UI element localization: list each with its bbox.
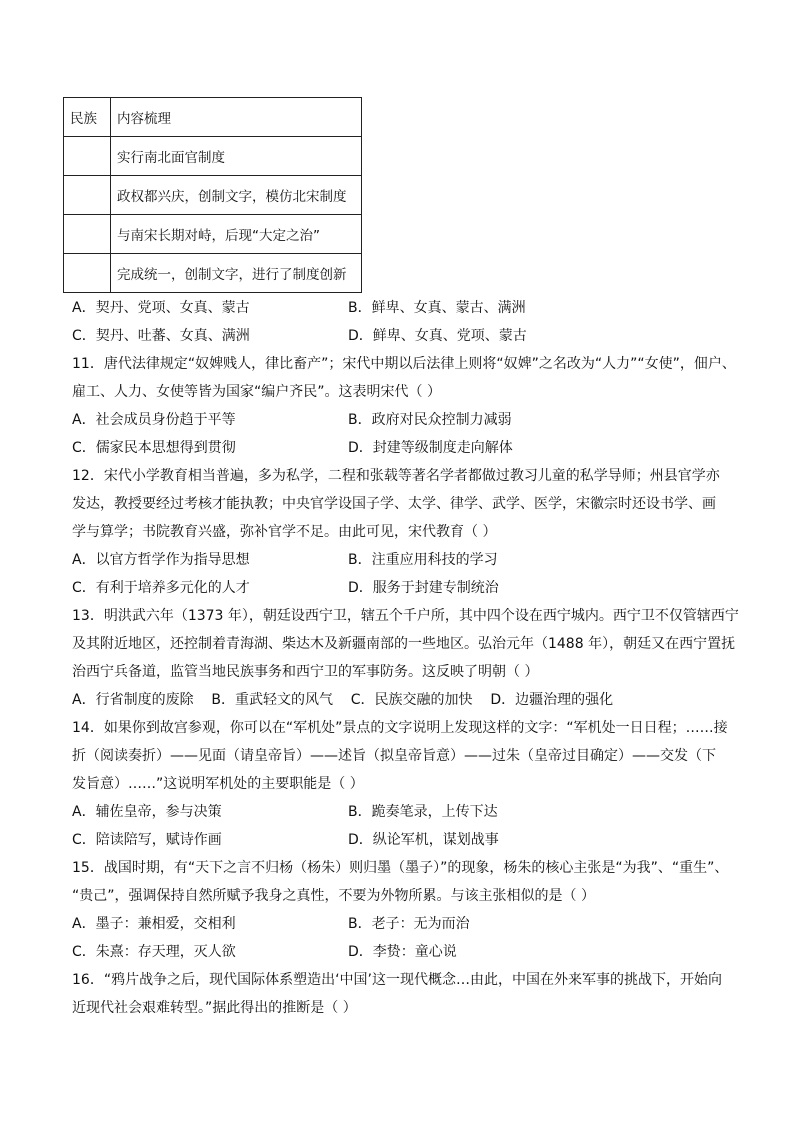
q14-option-c: C．陪读陪写，赋诗作画 — [72, 832, 222, 848]
q13-stem-line: 13．明洪武六年（1373 年），朝廷设西宁卫，辖五个千户所，其中四个设在西宁城内。西宁卫不仅管辖西宁 — [72, 608, 739, 624]
q10-option-a: A．契丹、党项、女真、蒙古 — [72, 300, 250, 316]
q12-option-a: A．以官方哲学作为指导思想 — [72, 552, 250, 568]
q13-stem-line: 治西宁兵备道，监管当地民族事务和西宁卫的军事防务。这反映了明朝（ ） — [72, 664, 539, 680]
q11-option-c: C．儒家民本思想得到贯彻 — [72, 440, 236, 456]
table-header-row — [64, 98, 362, 137]
q12-stem-line: 12．宋代小学教育相当普遍，多为私学，二程和张载等著名学者都做过教习儿童的私学导师；州县官学亦 — [72, 468, 720, 484]
q12-option-c: C．有利于培养多元化的人才 — [72, 580, 250, 596]
q10-option-d: D．鲜卑、女真、党项、蒙古 — [348, 328, 527, 344]
q16-stem-line: 近现代社会艰难转型。”据此得出的推断是（ ） — [72, 1000, 357, 1016]
q11-stem-line: 11．唐代法律规定“奴婢贱人，律比畜产”；宋代中期以后法律上则将“奴婢”之名改为“人力”“女使”，佃户、 — [72, 356, 736, 372]
ethnic-table — [63, 97, 362, 293]
q11-option-a: A．社会成员身份趋于平等 — [72, 412, 236, 428]
table-row — [64, 254, 362, 293]
table-cell: 完成统一，创制文字，进行了制度创新 — [111, 254, 362, 293]
q14-option-b: B．跪奏笔录，上传下达 — [348, 804, 498, 820]
q14-option-a: A．辅佐皇帝，参与决策 — [72, 804, 222, 820]
table-cell — [64, 137, 111, 176]
table-row — [64, 176, 362, 215]
q15-option-a: A．墨子：兼相爱，交相利 — [72, 916, 236, 932]
q13-options: A．行省制度的废除 B．重武轻文的风气 C．民族交融的加快 D．边疆治理的强化 — [72, 692, 614, 708]
q12-option-b: B．注重应用科技的学习 — [348, 552, 498, 568]
q11-option-d: D．封建等级制度走向解体 — [348, 440, 513, 456]
q15-option-d: D．李贽：童心说 — [348, 944, 457, 960]
table-header-cell: 民族 — [64, 98, 111, 137]
table-row — [64, 137, 362, 176]
q15-stem-line: 15．战国时期，有“天下之言不归杨（杨朱）则归墨（墨子）”的现象，杨朱的核心主张是“为我”、“重生”、 — [72, 860, 729, 876]
q14-stem-line: 14．如果你到故宫参观，你可以在“军机处”景点的文字说明上发现这样的文字：“军机处一日日程；……接 — [72, 720, 728, 736]
q10-option-b: B．鲜卑、女真、蒙古、满洲 — [348, 300, 526, 316]
q10-option-c: C．契丹、吐蕃、女真、满洲 — [72, 328, 250, 344]
q15-stem-line: “贵己”，强调保持自然所赋予我身之真性，不要为外物所累。与该主张相似的是（ ） — [72, 888, 595, 904]
table-header-cell: 内容梳理 — [111, 98, 362, 137]
table-cell — [64, 215, 111, 254]
q16-stem-line: 16．“鸦片战争之后，现代国际体系塑造出‘中国’这一现代概念…由此，中国在外来军事的挑战下，开始向 — [72, 972, 722, 988]
q15-option-c: C．朱熹：存天理，灭人欲 — [72, 944, 236, 960]
q12-stem-line: 学与算学；书院教育兴盛，弥补官学不足。由此可见，宋代教育（ ） — [72, 524, 497, 540]
q12-stem-line: 发达，教授要经过考核才能执教；中央官学设国子学、太学、律学、武学、医学，宋徽宗时还设书学、画 — [72, 496, 716, 512]
table-row — [64, 215, 362, 254]
table-cell: 政权都兴庆，创制文字，模仿北宋制度 — [111, 176, 362, 215]
table-cell: 实行南北面官制度 — [111, 137, 362, 176]
q13-stem-line: 及其附近地区，还控制着青海湖、柴达木及新疆南部的一些地区。弘治元年（1488 年），朝廷又在西宁置抚 — [72, 636, 736, 652]
q12-option-d: D．服务于封建专制统治 — [348, 580, 499, 596]
q15-option-b: B．老子：无为而治 — [348, 916, 470, 932]
q11-stem-line: 雇工、人力、女使等皆为国家“编户齐民”。这表明宋代（ ） — [72, 384, 441, 400]
q14-stem-line: 发旨意）……”这说明军机处的主要职能是（ ） — [72, 776, 364, 792]
table-cell — [64, 176, 111, 215]
table-cell: 与南宋长期对峙，后现“大定之治” — [111, 215, 362, 254]
q14-stem-line: 折（阅读奏折）——见面（请皇帝旨）——述旨（拟皇帝旨意）——过朱（皇帝过目确定）——交发（下 — [72, 748, 716, 764]
table-cell — [64, 254, 111, 293]
q14-option-d: D．纵论军机，谋划战事 — [348, 832, 499, 848]
q11-option-b: B．政府对民众控制力减弱 — [348, 412, 512, 428]
